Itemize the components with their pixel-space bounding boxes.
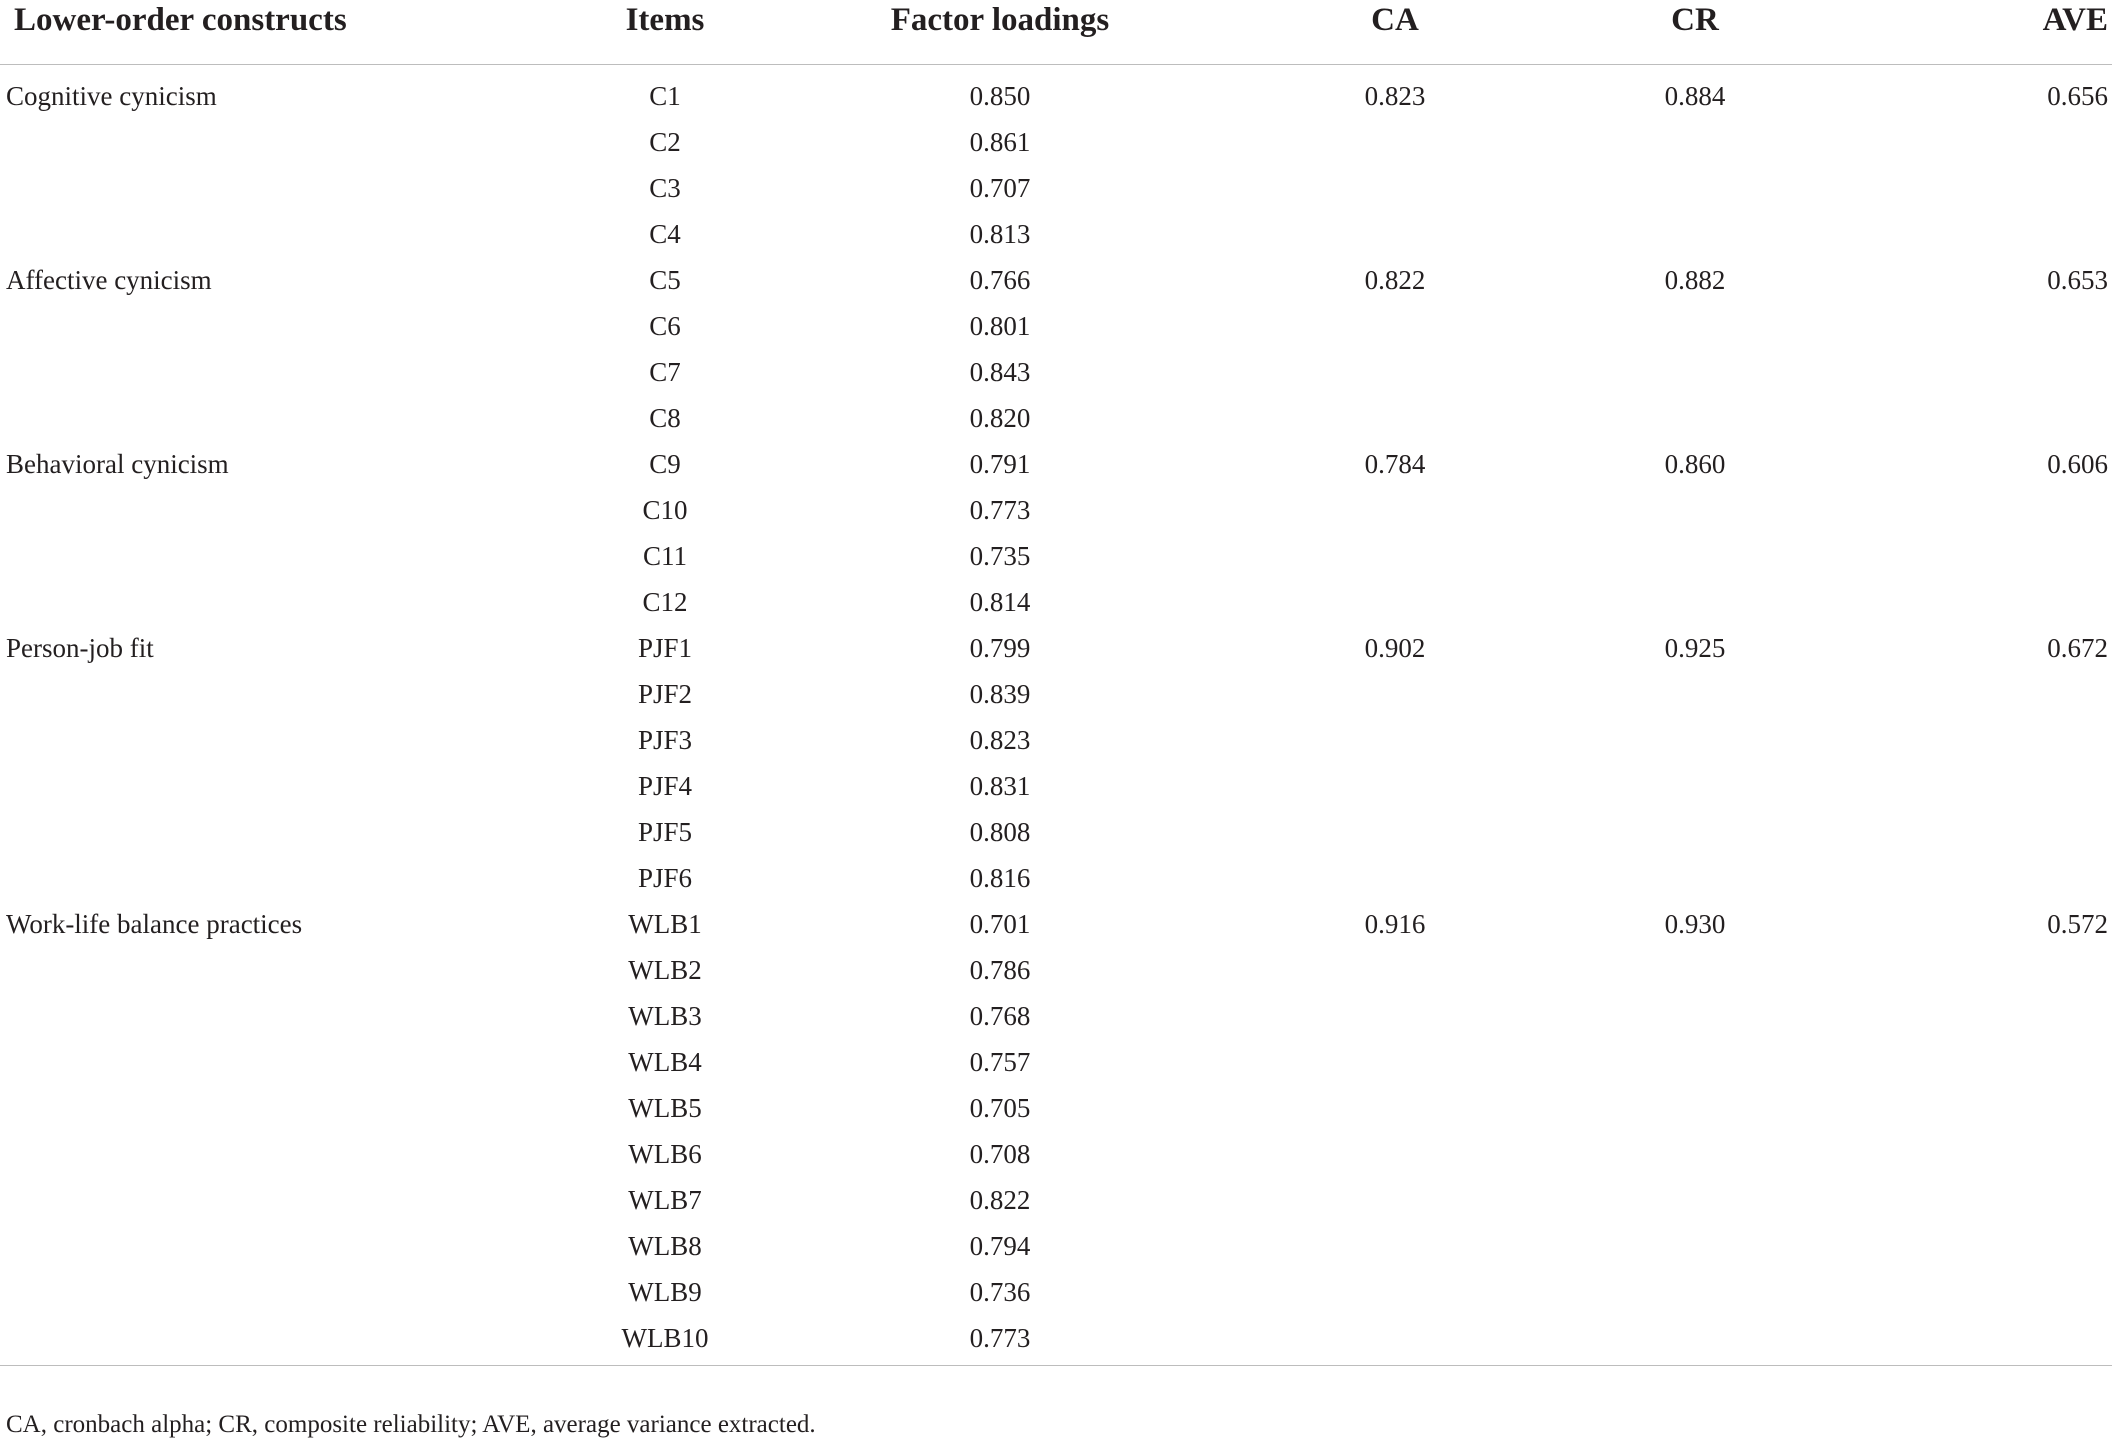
cell-ave [1830,671,2112,717]
cell-factor-loading: 0.813 [969,218,1031,249]
cell-ave: 0.672 [2047,632,2108,663]
cell-cr [1560,579,1830,625]
cell-ca [1230,395,1560,441]
table-row [0,257,2112,303]
cell-ca [1230,1269,1560,1315]
cell-item: WLB3 [628,1000,702,1031]
cell-item: C2 [649,126,681,157]
cell-cr [1560,1315,1830,1366]
cell-factor-loading: 0.735 [969,540,1031,571]
cell-item: WLB5 [628,1092,702,1123]
cell-ave [1830,993,2112,1039]
cell-ca [1230,533,1560,579]
cell-ca [1230,1039,1560,1085]
table-row [0,855,2112,901]
cell-construct [0,395,560,441]
cell-factor-loading: 0.794 [969,1230,1031,1261]
cell-factor-loading: 0.799 [969,632,1031,663]
cell-ave [1830,395,2112,441]
cell-construct [0,1131,560,1177]
cell-construct [0,119,560,165]
cell-factor-loading: 0.814 [969,586,1031,617]
cell-ca [1230,119,1560,165]
table-row [0,763,2112,809]
cell-ca [1230,763,1560,809]
cell-cr [1560,211,1830,257]
cell-factor-loading: 0.843 [969,356,1031,387]
cell-ca [1230,809,1560,855]
cell-item: C12 [642,586,688,617]
cell-ave [1830,809,2112,855]
cell-ave [1830,119,2112,165]
table-row [0,487,2112,533]
cell-cr [1560,947,1830,993]
header-ca: CA [1230,0,1560,64]
table-footnote: CA, cronbach alpha; CR, composite reliability; AVE, average variance extracted. [6,1411,816,1438]
cell-item: PJF2 [637,678,693,709]
cell-construct [0,349,560,395]
cell-ave: 0.656 [2047,80,2108,111]
cell-cr [1560,717,1830,763]
cell-ca [1230,579,1560,625]
header-ave: AVE [1830,0,2112,64]
cell-item: WLB6 [628,1138,702,1169]
cell-ca [1230,1223,1560,1269]
cell-ca [1230,947,1560,993]
table-body [0,64,2112,1365]
cell-factor-loading: 0.816 [969,862,1031,893]
cell-cr [1560,303,1830,349]
cell-factor-loading: 0.786 [969,954,1031,985]
cell-construct: Cognitive cynicism [6,80,217,111]
table-header [0,0,2112,64]
cell-construct [0,165,560,211]
cell-cr [1560,349,1830,395]
cell-item: PJF4 [637,770,693,801]
cell-construct: Person-job fit [6,632,154,663]
table-row [0,1039,2112,1085]
cell-construct [0,763,560,809]
cell-cr [1560,1039,1830,1085]
cell-construct [0,1177,560,1223]
cell-factor-loading: 0.791 [969,448,1031,479]
table-row [0,349,2112,395]
header-constructs: Lower-order constructs [0,0,560,64]
cell-factor-loading: 0.705 [969,1092,1031,1123]
cell-factor-loading: 0.823 [969,724,1031,755]
cell-ave [1830,1269,2112,1315]
cell-item: WLB8 [628,1230,702,1261]
cell-cr: 0.860 [1664,448,1726,479]
cell-construct [0,533,560,579]
cell-construct [0,855,560,901]
cell-factor-loading: 0.861 [969,126,1031,157]
cell-item: WLB2 [628,954,702,985]
table-row [0,579,2112,625]
cell-cr [1560,1131,1830,1177]
table-row [0,441,2112,487]
cell-item: PJF6 [637,862,693,893]
cell-ca [1230,303,1560,349]
cell-ave: 0.606 [2047,448,2108,479]
cell-ca [1230,1131,1560,1177]
cell-item: C8 [649,402,681,433]
cell-ca: 0.822 [1364,264,1426,295]
cell-ca [1230,993,1560,1039]
cell-construct [0,1315,560,1366]
cell-item: PJF1 [637,632,693,663]
cell-item: C5 [649,264,681,295]
cell-construct [0,1039,560,1085]
cell-ca: 0.784 [1364,448,1426,479]
cell-item: WLB7 [628,1184,702,1215]
cell-item: C9 [649,448,681,479]
cell-cr [1560,119,1830,165]
cell-factor-loading: 0.801 [969,310,1031,341]
cell-ave [1830,487,2112,533]
cell-cr [1560,487,1830,533]
table-row [0,1177,2112,1223]
cell-construct [0,993,560,1039]
cell-cr: 0.930 [1664,908,1726,939]
cell-ave [1830,303,2112,349]
cell-item: PJF5 [637,816,693,847]
header-factor-loadings: Factor loadings [770,0,1230,64]
cell-ave [1830,1039,2112,1085]
table-row [0,1131,2112,1177]
cell-cr [1560,1223,1830,1269]
cell-construct [0,303,560,349]
table-row [0,809,2112,855]
cell-cr [1560,1085,1830,1131]
cell-factor-loading: 0.757 [969,1046,1031,1077]
cell-cr [1560,165,1830,211]
cell-factor-loading: 0.707 [969,172,1031,203]
table-row [0,625,2112,671]
cell-ave [1830,1223,2112,1269]
cell-ave [1830,1177,2112,1223]
cell-ca [1230,1177,1560,1223]
cell-item: WLB1 [628,908,702,939]
cell-construct: Work-life balance practices [6,908,303,939]
cell-construct: Behavioral cynicism [6,448,229,479]
cell-cr [1560,533,1830,579]
cell-cr [1560,395,1830,441]
cell-cr [1560,993,1830,1039]
table-row [0,533,2112,579]
cell-cr [1560,809,1830,855]
cell-construct [0,717,560,763]
cell-ave [1830,533,2112,579]
cell-factor-loading: 0.766 [969,264,1031,295]
cell-construct [0,947,560,993]
cell-ave: 0.653 [2047,264,2108,295]
table-row [0,901,2112,947]
cell-ca [1230,717,1560,763]
cell-ca: 0.902 [1364,632,1426,663]
cell-ave [1830,1315,2112,1366]
cell-ave [1830,1085,2112,1131]
cell-item: WLB10 [560,1315,770,1366]
table-row [0,1085,2112,1131]
cell-factor-loading: 0.850 [969,80,1031,111]
cell-factor-loading: 0.708 [969,1138,1031,1169]
table-row [0,1315,2112,1366]
cell-construct [0,1269,560,1315]
cell-item: C6 [649,310,681,341]
table-row [0,717,2112,763]
cell-cr [1560,763,1830,809]
cell-ave: 0.572 [2047,908,2108,939]
cell-ca [1230,349,1560,395]
cell-construct [0,809,560,855]
cell-ca [1230,1315,1560,1366]
cell-factor-loading: 0.736 [969,1276,1031,1307]
cell-factor-loading: 0.773 [969,494,1031,525]
cell-ca: 0.916 [1364,908,1426,939]
cell-factor-loading: 0.831 [969,770,1031,801]
cell-factor-loading: 0.768 [969,1000,1031,1031]
cell-ave [1830,211,2112,257]
cell-ave [1830,165,2112,211]
cell-item: C7 [649,356,681,387]
table-row [0,119,2112,165]
cell-ca [1230,165,1560,211]
cell-factor-loading: 0.820 [969,402,1031,433]
cell-ca [1230,671,1560,717]
cell-factor-loading: 0.773 [770,1315,1230,1366]
cell-ca [1230,1085,1560,1131]
table-row [0,671,2112,717]
table-row [0,947,2112,993]
cell-construct [0,1085,560,1131]
cell-cr: 0.925 [1664,632,1726,663]
table-row [0,303,2112,349]
table-row [0,1223,2112,1269]
cell-ca: 0.823 [1364,80,1426,111]
cell-item: C4 [649,218,681,249]
cell-item: C11 [642,540,687,571]
cell-item: C3 [649,172,681,203]
header-items: Items [560,0,770,64]
cell-construct [0,1223,560,1269]
cell-factor-loading: 0.822 [969,1184,1031,1215]
cell-item: WLB9 [628,1276,702,1307]
header-row [0,0,2112,64]
cell-ave [1830,579,2112,625]
cell-construct: Affective cynicism [6,264,212,295]
cell-ave [1830,349,2112,395]
cell-cr [1560,671,1830,717]
cell-factor-loading: 0.808 [969,816,1031,847]
cell-factor-loading: 0.701 [969,908,1031,939]
cell-construct [0,487,560,533]
cell-cr [1560,1269,1830,1315]
cell-ave [1830,1131,2112,1177]
cell-ave [1830,717,2112,763]
table-row [0,395,2112,441]
table-row [0,993,2112,1039]
cell-construct [0,211,560,257]
table-row [0,1269,2112,1315]
cell-cr [1560,855,1830,901]
cell-item: PJF3 [637,724,693,755]
cell-factor-loading: 0.839 [969,678,1031,709]
cell-ca [1230,487,1560,533]
cell-ave [1830,947,2112,993]
table-row [0,211,2112,257]
table-row [0,64,2112,119]
cell-construct [0,579,560,625]
cell-item: C1 [649,80,681,111]
cell-cr: 0.884 [1664,80,1726,111]
table-row [0,165,2112,211]
cell-cr [1560,1177,1830,1223]
cell-item: WLB4 [628,1046,702,1077]
header-cr: CR [1560,0,1830,64]
cell-ca [1230,211,1560,257]
cell-cr: 0.882 [1664,264,1726,295]
cell-ave [1830,763,2112,809]
cell-ca [1230,855,1560,901]
cell-construct [0,671,560,717]
cell-ave [1830,855,2112,901]
cell-item: C10 [642,494,688,525]
